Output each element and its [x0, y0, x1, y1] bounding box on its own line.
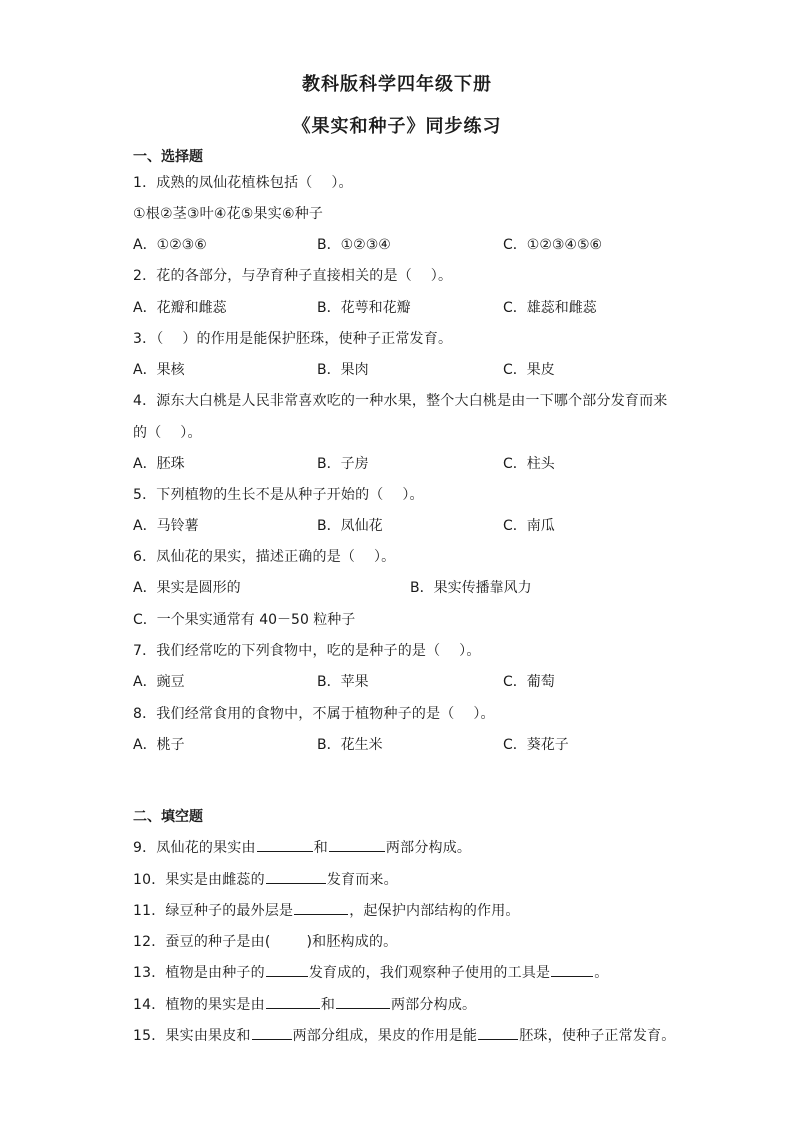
question-6-option-a: A．果实是圆形的: [133, 580, 241, 596]
question-4-stem-line-2: 的（ ）。: [133, 425, 202, 441]
answer-blank[interactable]: [336, 994, 390, 1009]
question-9-text-1: 9．凤仙花的果实由: [133, 840, 256, 856]
page-subtitle: 《果实和种子》同步练习: [292, 116, 502, 137]
question-1-option-b: B．①②③④: [317, 237, 391, 253]
question-7-option-a: A．豌豆: [133, 674, 185, 690]
question-2-option-a: A．花瓣和雌蕊: [133, 300, 227, 316]
answer-blank[interactable]: [551, 962, 593, 977]
question-15-text-1: 15．果实由果皮和: [133, 1028, 251, 1044]
question-4-option-a: A．胚珠: [133, 456, 185, 472]
question-1-option-a: A．①②③⑥: [133, 237, 207, 253]
answer-blank[interactable]: [478, 1025, 518, 1040]
question-15: [133, 1025, 675, 1045]
question-6-option-c: C．一个果实通常有 40－50 粒种子: [133, 612, 356, 628]
question-8-option-b: B．花生米: [317, 737, 383, 753]
question-12: [133, 931, 397, 951]
question-2-option-b: B．花萼和花瓣: [317, 300, 411, 316]
question-5-option-b: B．凤仙花: [317, 518, 383, 534]
answer-blank[interactable]: [266, 994, 320, 1009]
answer-blank[interactable]: [294, 900, 348, 915]
answer-blank[interactable]: [266, 962, 308, 977]
question-7-option-b: B．苹果: [317, 674, 369, 690]
question-2-option-c: C．雄蕊和雌蕊: [503, 300, 597, 316]
question-15-text-3: 胚珠，使种子正常发育。: [519, 1028, 676, 1044]
question-14-text-3: 两部分构成。: [391, 997, 477, 1013]
question-9-text-2: 和: [313, 840, 328, 856]
section-heading-choice: 一、选择题: [133, 149, 203, 165]
question-5-stem: 5．下列植物的生长不是从种子开始的（ ）。: [133, 487, 424, 503]
question-9-text-3: 两部分构成。: [385, 840, 472, 856]
question-2-stem: 2．花的各部分，与孕育种子直接相关的是（ ）。: [133, 268, 453, 284]
question-12-text-1: 12．蚕豆的种子是由(: [133, 934, 271, 950]
answer-blank[interactable]: [329, 837, 385, 852]
question-15-text-2: 两部分组成，果皮的作用是能: [292, 1028, 478, 1044]
question-10-text-1: 10．果实是由雌蕊的: [133, 872, 265, 888]
question-3-option-c: C．果皮: [503, 362, 555, 378]
question-10: [133, 869, 398, 889]
question-6-option-b: B．果实传播靠风力: [410, 580, 532, 596]
question-12-text-2: )和胚构成的。: [306, 934, 398, 950]
question-8-option-c: C．葵花子: [503, 737, 569, 753]
question-14: [133, 994, 476, 1014]
question-5-option-c: C．南瓜: [503, 518, 555, 534]
question-1-items: ①根②茎③叶④花⑤果实⑥种子: [133, 206, 324, 222]
answer-blank[interactable]: [252, 1025, 292, 1040]
question-10-text-2: 发育而来。: [326, 872, 398, 888]
question-11: [133, 900, 520, 920]
question-4-stem-line-1: 4．源东大白桃是人民非常喜欢吃的一种水果，整个大白桃是由一下哪个部分发育而来: [133, 393, 668, 409]
question-1-option-c: C．①②③④⑤⑥: [503, 237, 603, 253]
question-3-option-a: A．果核: [133, 362, 185, 378]
question-13-text-1: 13．植物是由种子的: [133, 965, 265, 981]
answer-blank[interactable]: [266, 869, 326, 884]
question-13: [133, 962, 608, 982]
question-13-text-3: 。: [594, 965, 609, 981]
question-11-text-2: ，起保护内部结构的作用。: [349, 903, 520, 919]
question-11-text-1: 11．绿豆种子的最外层是: [133, 903, 294, 919]
question-7-stem: 7．我们经常吃的下列食物中，吃的是种子的是（ ）。: [133, 643, 481, 659]
question-8-option-a: A．桃子: [133, 737, 185, 753]
question-4-option-c: C．柱头: [503, 456, 555, 472]
question-14-text-2: 和: [320, 997, 336, 1013]
question-6-stem: 6．凤仙花的果实，描述正确的是（ ）。: [133, 549, 396, 565]
question-3-stem: 3．（ ）的作用是能保护胚珠，使种子正常发育。: [133, 331, 453, 347]
question-13-text-2: 发育成的，我们观察种子使用的工具是: [308, 965, 551, 981]
section-heading-fill-blank: 二、填空题: [133, 809, 203, 825]
question-14-text-1: 14．植物的果实是由: [133, 997, 265, 1013]
question-5-option-a: A．马铃薯: [133, 518, 199, 534]
question-8-stem: 8．我们经常食用的食物中，不属于植物种子的是（ ）。: [133, 706, 495, 722]
page-title: 教科版科学四年级下册: [302, 74, 492, 95]
question-4-option-b: B．子房: [317, 456, 369, 472]
question-3-option-b: B．果肉: [317, 362, 369, 378]
question-7-option-c: C．葡萄: [503, 674, 555, 690]
answer-blank[interactable]: [257, 837, 313, 852]
question-9: [133, 837, 471, 857]
question-1-stem: 1．成熟的凤仙花植株包括（ ）。: [133, 175, 353, 191]
